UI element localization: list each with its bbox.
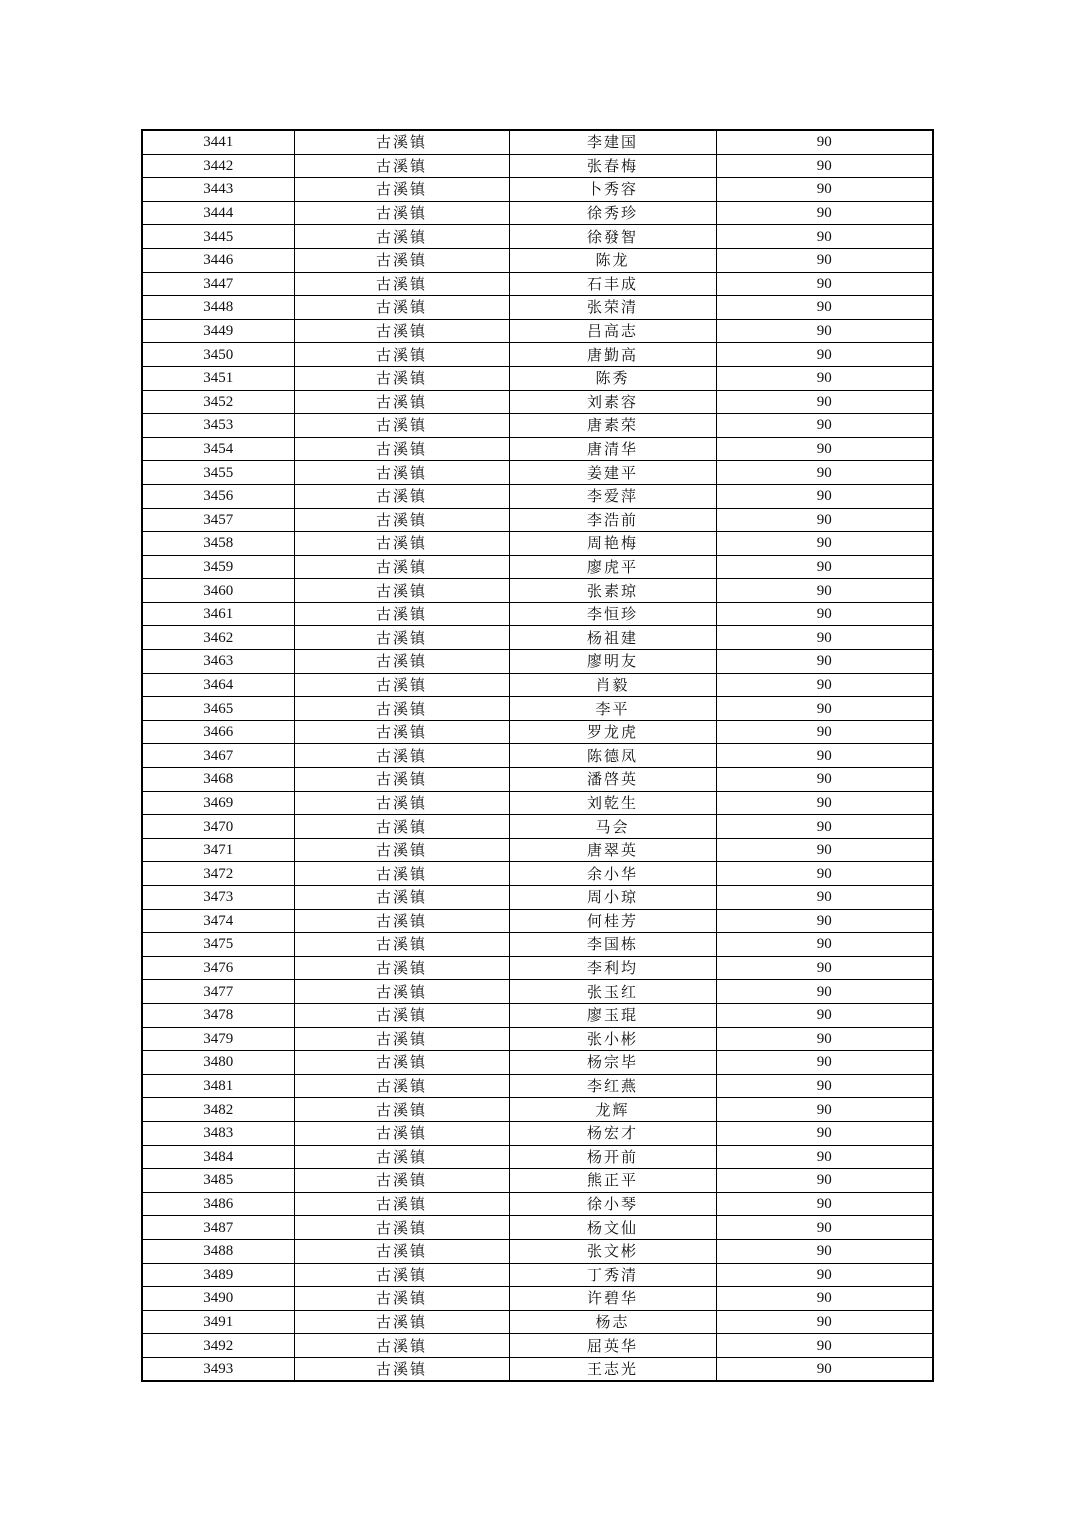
table-row — [142, 201, 933, 225]
town-cell: 古溪镇 — [294, 414, 509, 438]
score-cell: 90 — [716, 532, 933, 556]
table-row — [142, 1357, 933, 1381]
row-number-cell: 3477 — [142, 980, 294, 1004]
row-number-cell: 3455 — [142, 461, 294, 485]
score-cell: 90 — [716, 366, 933, 390]
row-number-cell: 3478 — [142, 1003, 294, 1027]
table-row — [142, 414, 933, 438]
score-cell: 90 — [716, 461, 933, 485]
table-row — [142, 461, 933, 485]
person-name-cell: 徐發智 — [509, 225, 716, 249]
town-cell: 古溪镇 — [294, 1121, 509, 1145]
table-row — [142, 1287, 933, 1311]
table-row — [142, 390, 933, 414]
person-name-cell: 刘素容 — [509, 390, 716, 414]
person-name-cell: 马会 — [509, 815, 716, 839]
town-cell: 古溪镇 — [294, 720, 509, 744]
row-number-cell: 3451 — [142, 366, 294, 390]
person-name-cell: 陈德凤 — [509, 744, 716, 768]
roster-table-body — [142, 130, 933, 1381]
score-cell: 90 — [716, 1074, 933, 1098]
table-row — [142, 1334, 933, 1358]
town-cell: 古溪镇 — [294, 956, 509, 980]
row-number-cell: 3441 — [142, 130, 294, 154]
town-cell: 古溪镇 — [294, 933, 509, 957]
person-name-cell: 许碧华 — [509, 1287, 716, 1311]
town-cell: 古溪镇 — [294, 886, 509, 910]
person-name-cell: 何桂芳 — [509, 909, 716, 933]
table-row — [142, 1145, 933, 1169]
table-row — [142, 650, 933, 674]
row-number-cell: 3473 — [142, 886, 294, 910]
town-cell: 古溪镇 — [294, 1216, 509, 1240]
score-cell: 90 — [716, 1263, 933, 1287]
town-cell: 古溪镇 — [294, 602, 509, 626]
score-cell: 90 — [716, 1145, 933, 1169]
town-cell: 古溪镇 — [294, 390, 509, 414]
town-cell: 古溪镇 — [294, 862, 509, 886]
score-cell: 90 — [716, 1239, 933, 1263]
town-cell: 古溪镇 — [294, 555, 509, 579]
row-number-cell: 3447 — [142, 272, 294, 296]
town-cell: 古溪镇 — [294, 1287, 509, 1311]
table-row — [142, 768, 933, 792]
town-cell: 古溪镇 — [294, 437, 509, 461]
row-number-cell: 3463 — [142, 650, 294, 674]
table-row — [142, 555, 933, 579]
person-name-cell: 李浩前 — [509, 508, 716, 532]
score-cell: 90 — [716, 697, 933, 721]
person-name-cell: 张春梅 — [509, 154, 716, 178]
person-name-cell: 徐小琴 — [509, 1192, 716, 1216]
table-row — [142, 1263, 933, 1287]
table-row — [142, 437, 933, 461]
person-name-cell: 张小彬 — [509, 1027, 716, 1051]
score-cell: 90 — [716, 1310, 933, 1334]
row-number-cell: 3482 — [142, 1098, 294, 1122]
score-cell: 90 — [716, 201, 933, 225]
person-name-cell: 周艳梅 — [509, 532, 716, 556]
town-cell: 古溪镇 — [294, 1192, 509, 1216]
person-name-cell: 唐清华 — [509, 437, 716, 461]
town-cell: 古溪镇 — [294, 201, 509, 225]
person-name-cell: 杨祖建 — [509, 626, 716, 650]
row-number-cell: 3449 — [142, 319, 294, 343]
score-cell: 90 — [716, 343, 933, 367]
town-cell: 古溪镇 — [294, 768, 509, 792]
town-cell: 古溪镇 — [294, 272, 509, 296]
person-name-cell: 杨宗毕 — [509, 1051, 716, 1075]
roster-table — [141, 129, 934, 1382]
table-row — [142, 532, 933, 556]
table-row — [142, 1051, 933, 1075]
table-row — [142, 508, 933, 532]
town-cell: 古溪镇 — [294, 366, 509, 390]
score-cell: 90 — [716, 484, 933, 508]
person-name-cell: 李平 — [509, 697, 716, 721]
row-number-cell: 3467 — [142, 744, 294, 768]
person-name-cell: 潘啓英 — [509, 768, 716, 792]
town-cell: 古溪镇 — [294, 579, 509, 603]
town-cell: 古溪镇 — [294, 815, 509, 839]
town-cell: 古溪镇 — [294, 508, 509, 532]
score-cell: 90 — [716, 248, 933, 272]
person-name-cell: 刘乾生 — [509, 791, 716, 815]
score-cell: 90 — [716, 1051, 933, 1075]
score-cell: 90 — [716, 555, 933, 579]
town-cell: 古溪镇 — [294, 1310, 509, 1334]
table-row — [142, 579, 933, 603]
person-name-cell: 徐秀珍 — [509, 201, 716, 225]
table-row — [142, 980, 933, 1004]
person-name-cell: 肖毅 — [509, 673, 716, 697]
person-name-cell: 杨开前 — [509, 1145, 716, 1169]
row-number-cell: 3456 — [142, 484, 294, 508]
score-cell: 90 — [716, 1287, 933, 1311]
town-cell: 古溪镇 — [294, 1003, 509, 1027]
row-number-cell: 3466 — [142, 720, 294, 744]
row-number-cell: 3474 — [142, 909, 294, 933]
town-cell: 古溪镇 — [294, 225, 509, 249]
score-cell: 90 — [716, 673, 933, 697]
row-number-cell: 3453 — [142, 414, 294, 438]
score-cell: 90 — [716, 862, 933, 886]
table-row — [142, 956, 933, 980]
row-number-cell: 3491 — [142, 1310, 294, 1334]
table-row — [142, 1216, 933, 1240]
table-row — [142, 366, 933, 390]
row-number-cell: 3472 — [142, 862, 294, 886]
score-cell: 90 — [716, 1169, 933, 1193]
person-name-cell: 熊正平 — [509, 1169, 716, 1193]
score-cell: 90 — [716, 1121, 933, 1145]
town-cell: 古溪镇 — [294, 1263, 509, 1287]
score-cell: 90 — [716, 626, 933, 650]
table-row — [142, 1027, 933, 1051]
person-name-cell: 李恒珍 — [509, 602, 716, 626]
town-cell: 古溪镇 — [294, 130, 509, 154]
score-cell: 90 — [716, 1027, 933, 1051]
town-cell: 古溪镇 — [294, 343, 509, 367]
town-cell: 古溪镇 — [294, 1334, 509, 1358]
score-cell: 90 — [716, 1216, 933, 1240]
score-cell: 90 — [716, 319, 933, 343]
person-name-cell: 陈龙 — [509, 248, 716, 272]
town-cell: 古溪镇 — [294, 1239, 509, 1263]
score-cell: 90 — [716, 909, 933, 933]
table-row — [142, 602, 933, 626]
table-row — [142, 154, 933, 178]
person-name-cell: 陈秀 — [509, 366, 716, 390]
town-cell: 古溪镇 — [294, 484, 509, 508]
row-number-cell: 3486 — [142, 1192, 294, 1216]
score-cell: 90 — [716, 886, 933, 910]
score-cell: 90 — [716, 414, 933, 438]
row-number-cell: 3444 — [142, 201, 294, 225]
table-row — [142, 178, 933, 202]
town-cell: 古溪镇 — [294, 248, 509, 272]
table-row — [142, 1192, 933, 1216]
row-number-cell: 3487 — [142, 1216, 294, 1240]
person-name-cell: 张文彬 — [509, 1239, 716, 1263]
score-cell: 90 — [716, 1334, 933, 1358]
town-cell: 古溪镇 — [294, 980, 509, 1004]
score-cell: 90 — [716, 1357, 933, 1381]
row-number-cell: 3480 — [142, 1051, 294, 1075]
row-number-cell: 3470 — [142, 815, 294, 839]
score-cell: 90 — [716, 815, 933, 839]
table-row — [142, 815, 933, 839]
row-number-cell: 3465 — [142, 697, 294, 721]
person-name-cell: 张荣清 — [509, 296, 716, 320]
town-cell: 古溪镇 — [294, 1357, 509, 1381]
town-cell: 古溪镇 — [294, 909, 509, 933]
row-number-cell: 3459 — [142, 555, 294, 579]
table-row — [142, 744, 933, 768]
table-row — [142, 1003, 933, 1027]
table-row — [142, 1239, 933, 1263]
score-cell: 90 — [716, 437, 933, 461]
score-cell: 90 — [716, 744, 933, 768]
person-name-cell: 廖虎平 — [509, 555, 716, 579]
table-row — [142, 1169, 933, 1193]
row-number-cell: 3460 — [142, 579, 294, 603]
score-cell: 90 — [716, 980, 933, 1004]
table-row — [142, 697, 933, 721]
town-cell: 古溪镇 — [294, 1145, 509, 1169]
table-row — [142, 1074, 933, 1098]
score-cell: 90 — [716, 1098, 933, 1122]
table-row — [142, 886, 933, 910]
person-name-cell: 唐翠英 — [509, 838, 716, 862]
score-cell: 90 — [716, 390, 933, 414]
person-name-cell: 李利均 — [509, 956, 716, 980]
row-number-cell: 3475 — [142, 933, 294, 957]
score-cell: 90 — [716, 956, 933, 980]
person-name-cell: 余小华 — [509, 862, 716, 886]
person-name-cell: 王志光 — [509, 1357, 716, 1381]
town-cell: 古溪镇 — [294, 1169, 509, 1193]
person-name-cell: 李建国 — [509, 130, 716, 154]
row-number-cell: 3492 — [142, 1334, 294, 1358]
table-row — [142, 248, 933, 272]
table-row — [142, 862, 933, 886]
person-name-cell: 姜建平 — [509, 461, 716, 485]
score-cell: 90 — [716, 1192, 933, 1216]
person-name-cell: 张素琼 — [509, 579, 716, 603]
table-row — [142, 130, 933, 154]
person-name-cell: 石丰成 — [509, 272, 716, 296]
person-name-cell: 李国栋 — [509, 933, 716, 957]
table-row — [142, 343, 933, 367]
score-cell: 90 — [716, 579, 933, 603]
row-number-cell: 3464 — [142, 673, 294, 697]
score-cell: 90 — [716, 650, 933, 674]
person-name-cell: 唐勤高 — [509, 343, 716, 367]
person-name-cell: 龙辉 — [509, 1098, 716, 1122]
town-cell: 古溪镇 — [294, 838, 509, 862]
table-row — [142, 1121, 933, 1145]
score-cell: 90 — [716, 130, 933, 154]
row-number-cell: 3469 — [142, 791, 294, 815]
score-cell: 90 — [716, 225, 933, 249]
row-number-cell: 3457 — [142, 508, 294, 532]
town-cell: 古溪镇 — [294, 1098, 509, 1122]
town-cell: 古溪镇 — [294, 791, 509, 815]
row-number-cell: 3493 — [142, 1357, 294, 1381]
row-number-cell: 3484 — [142, 1145, 294, 1169]
person-name-cell: 杨宏才 — [509, 1121, 716, 1145]
row-number-cell: 3462 — [142, 626, 294, 650]
person-name-cell: 廖明友 — [509, 650, 716, 674]
row-number-cell: 3443 — [142, 178, 294, 202]
town-cell: 古溪镇 — [294, 673, 509, 697]
score-cell: 90 — [716, 272, 933, 296]
person-name-cell: 唐素荣 — [509, 414, 716, 438]
person-name-cell: 吕高志 — [509, 319, 716, 343]
score-cell: 90 — [716, 838, 933, 862]
table-row — [142, 673, 933, 697]
table-row — [142, 838, 933, 862]
town-cell: 古溪镇 — [294, 744, 509, 768]
score-cell: 90 — [716, 768, 933, 792]
row-number-cell: 3490 — [142, 1287, 294, 1311]
table-row — [142, 909, 933, 933]
score-cell: 90 — [716, 933, 933, 957]
row-number-cell: 3458 — [142, 532, 294, 556]
table-row — [142, 933, 933, 957]
row-number-cell: 3450 — [142, 343, 294, 367]
table-row — [142, 1310, 933, 1334]
table-row — [142, 225, 933, 249]
score-cell: 90 — [716, 296, 933, 320]
row-number-cell: 3488 — [142, 1239, 294, 1263]
row-number-cell: 3483 — [142, 1121, 294, 1145]
row-number-cell: 3476 — [142, 956, 294, 980]
score-cell: 90 — [716, 602, 933, 626]
town-cell: 古溪镇 — [294, 1074, 509, 1098]
row-number-cell: 3446 — [142, 248, 294, 272]
table-row — [142, 319, 933, 343]
score-cell: 90 — [716, 508, 933, 532]
score-cell: 90 — [716, 1003, 933, 1027]
person-name-cell: 廖玉琨 — [509, 1003, 716, 1027]
town-cell: 古溪镇 — [294, 626, 509, 650]
row-number-cell: 3471 — [142, 838, 294, 862]
town-cell: 古溪镇 — [294, 319, 509, 343]
table-row — [142, 720, 933, 744]
row-number-cell: 3445 — [142, 225, 294, 249]
row-number-cell: 3448 — [142, 296, 294, 320]
table-row — [142, 791, 933, 815]
person-name-cell: 罗龙虎 — [509, 720, 716, 744]
row-number-cell: 3461 — [142, 602, 294, 626]
town-cell: 古溪镇 — [294, 461, 509, 485]
person-name-cell: 张玉红 — [509, 980, 716, 1004]
person-name-cell: 丁秀清 — [509, 1263, 716, 1287]
table-row — [142, 296, 933, 320]
person-name-cell: 杨文仙 — [509, 1216, 716, 1240]
row-number-cell: 3485 — [142, 1169, 294, 1193]
table-row — [142, 626, 933, 650]
row-number-cell: 3481 — [142, 1074, 294, 1098]
row-number-cell: 3468 — [142, 768, 294, 792]
person-name-cell: 杨志 — [509, 1310, 716, 1334]
town-cell: 古溪镇 — [294, 532, 509, 556]
table-row — [142, 1098, 933, 1122]
person-name-cell: 李红燕 — [509, 1074, 716, 1098]
table-row — [142, 484, 933, 508]
row-number-cell: 3489 — [142, 1263, 294, 1287]
table-row — [142, 272, 933, 296]
score-cell: 90 — [716, 154, 933, 178]
row-number-cell: 3454 — [142, 437, 294, 461]
town-cell: 古溪镇 — [294, 154, 509, 178]
person-name-cell: 卜秀容 — [509, 178, 716, 202]
town-cell: 古溪镇 — [294, 1027, 509, 1051]
score-cell: 90 — [716, 791, 933, 815]
town-cell: 古溪镇 — [294, 296, 509, 320]
town-cell: 古溪镇 — [294, 650, 509, 674]
score-cell: 90 — [716, 178, 933, 202]
person-name-cell: 周小琼 — [509, 886, 716, 910]
row-number-cell: 3442 — [142, 154, 294, 178]
town-cell: 古溪镇 — [294, 178, 509, 202]
row-number-cell: 3479 — [142, 1027, 294, 1051]
person-name-cell: 李爱萍 — [509, 484, 716, 508]
person-name-cell: 屈英华 — [509, 1334, 716, 1358]
town-cell: 古溪镇 — [294, 697, 509, 721]
score-cell: 90 — [716, 720, 933, 744]
row-number-cell: 3452 — [142, 390, 294, 414]
town-cell: 古溪镇 — [294, 1051, 509, 1075]
